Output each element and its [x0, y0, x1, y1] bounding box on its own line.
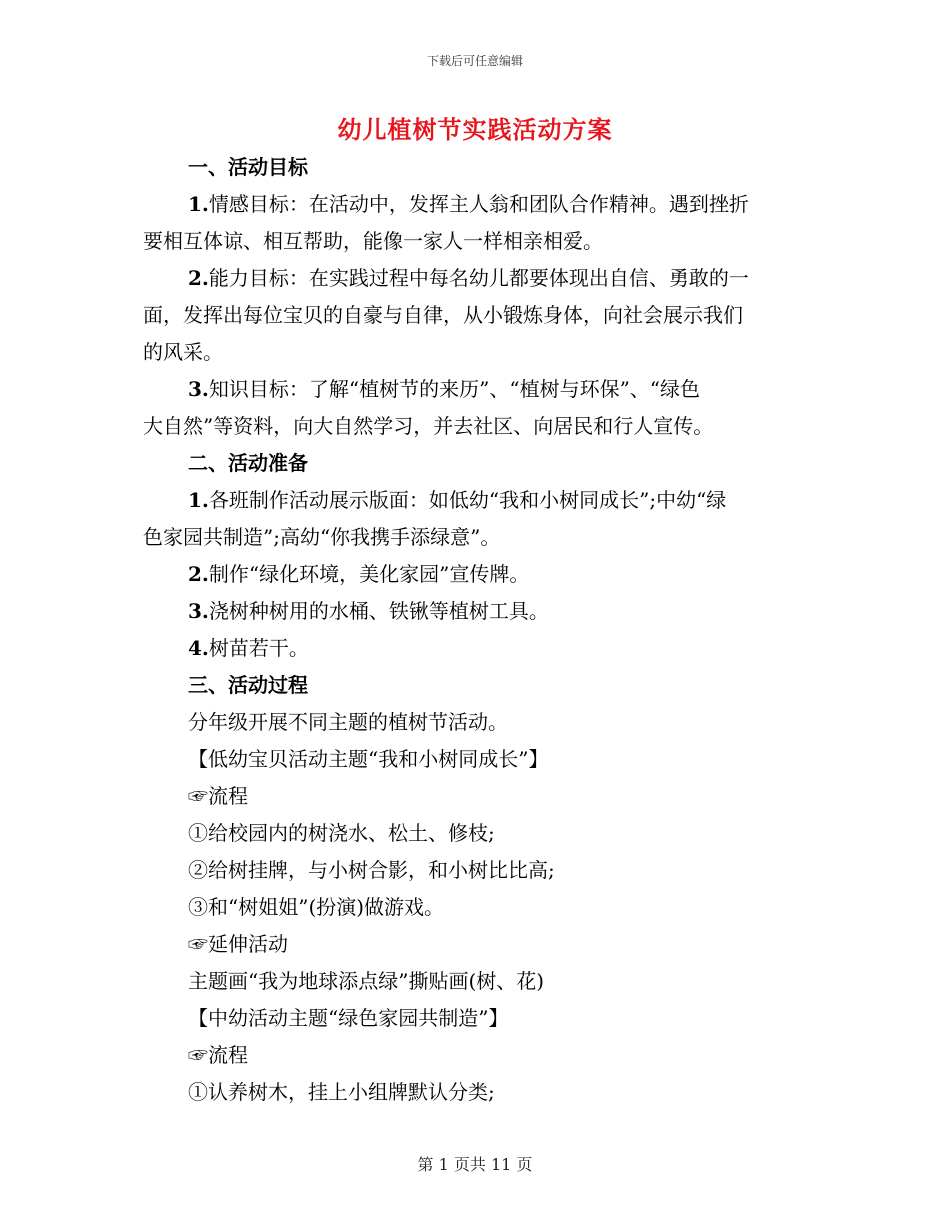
list-item: ①给校园内的树浇水、松土、修枝;: [188, 821, 495, 845]
paragraph-line: 大自然”等资料，向大自然学习，并去社区、向居民和行人宣传。: [143, 414, 714, 438]
list-item: ②给树挂牌，与小树合影，和小树比比高;: [188, 858, 555, 882]
paragraph-line: [143, 482, 808, 519]
paragraph-text: 知识目标：了解“植树节的来历”、“植树与环保”、“绿色: [208, 377, 701, 401]
document-title: 幼儿植树节实践活动方案: [337, 115, 613, 144]
paragraph-line: [143, 556, 808, 593]
section-heading-process: 三、活动过程: [188, 673, 308, 697]
process-label: ☞流程: [188, 784, 248, 808]
paragraph-line: [143, 593, 808, 630]
paragraph-line: 分年级开展不同主题的植树节活动。: [188, 710, 508, 734]
paragraph-text: 树苗若干。: [208, 636, 309, 660]
paragraph-text: 能力目标：在实践过程中每名幼儿都要体现出自信、勇敢的一: [208, 266, 749, 290]
item-number: 2.: [188, 266, 209, 290]
document-body: [143, 149, 808, 1111]
item-number: 3.: [188, 599, 209, 623]
item-number: 3.: [188, 377, 209, 401]
list-item: ①认养树木，挂上小组牌默认分类;: [188, 1080, 495, 1104]
page-header: 下载后可任意编辑: [426, 54, 523, 68]
page-footer: 第 1 页共 11 页: [417, 1155, 533, 1174]
item-number: 1.: [188, 192, 209, 216]
paragraph-line: 色家园共制造”;高幼“你我携手添绿意”。: [143, 525, 501, 549]
paragraph-line: 的风采。: [143, 340, 223, 364]
subsection-title: 【低幼宝贝活动主题“我和小树同成长”】: [188, 747, 549, 771]
paragraph-text: 情感目标：在活动中，发挥主人翁和团队合作精神。遇到挫折: [208, 192, 749, 216]
paragraph-line: 主题画“我为地球添点绿”撕贴画(树、花): [188, 969, 545, 993]
paragraph-line: [143, 260, 808, 297]
item-number: 1.: [188, 488, 209, 512]
paragraph-line: 要相互体谅、相互帮助，能像一家人一样相亲相爱。: [143, 229, 603, 253]
paragraph-text: 各班制作活动展示版面：如低幼“我和小树同成长”;中幼“绿: [208, 488, 727, 512]
subsection-title: 【中幼活动主题“绿色家园共制造”】: [188, 1006, 509, 1030]
paragraph-text: 制作“绿化环境，美化家园”宣传牌。: [208, 562, 530, 586]
item-number: 2.: [188, 562, 209, 586]
list-item: ③和“树姐姐”(扮演)做游戏。: [188, 895, 445, 919]
paragraph-line: 面，发挥出每位宝贝的自豪与自律，从小锻炼身体，向社会展示我们: [143, 303, 743, 327]
extension-label: ☞延伸活动: [188, 932, 288, 956]
paragraph-line: [143, 630, 808, 667]
process-label: ☞流程: [188, 1043, 248, 1067]
paragraph-line: [143, 371, 808, 408]
paragraph-line: [143, 186, 808, 223]
section-heading-preparation: 二、活动准备: [188, 451, 308, 475]
paragraph-text: 浇树种树用的水桶、铁锹等植树工具。: [208, 599, 549, 623]
item-number: 4.: [188, 636, 209, 660]
section-heading-goals: 一、活动目标: [188, 155, 308, 179]
